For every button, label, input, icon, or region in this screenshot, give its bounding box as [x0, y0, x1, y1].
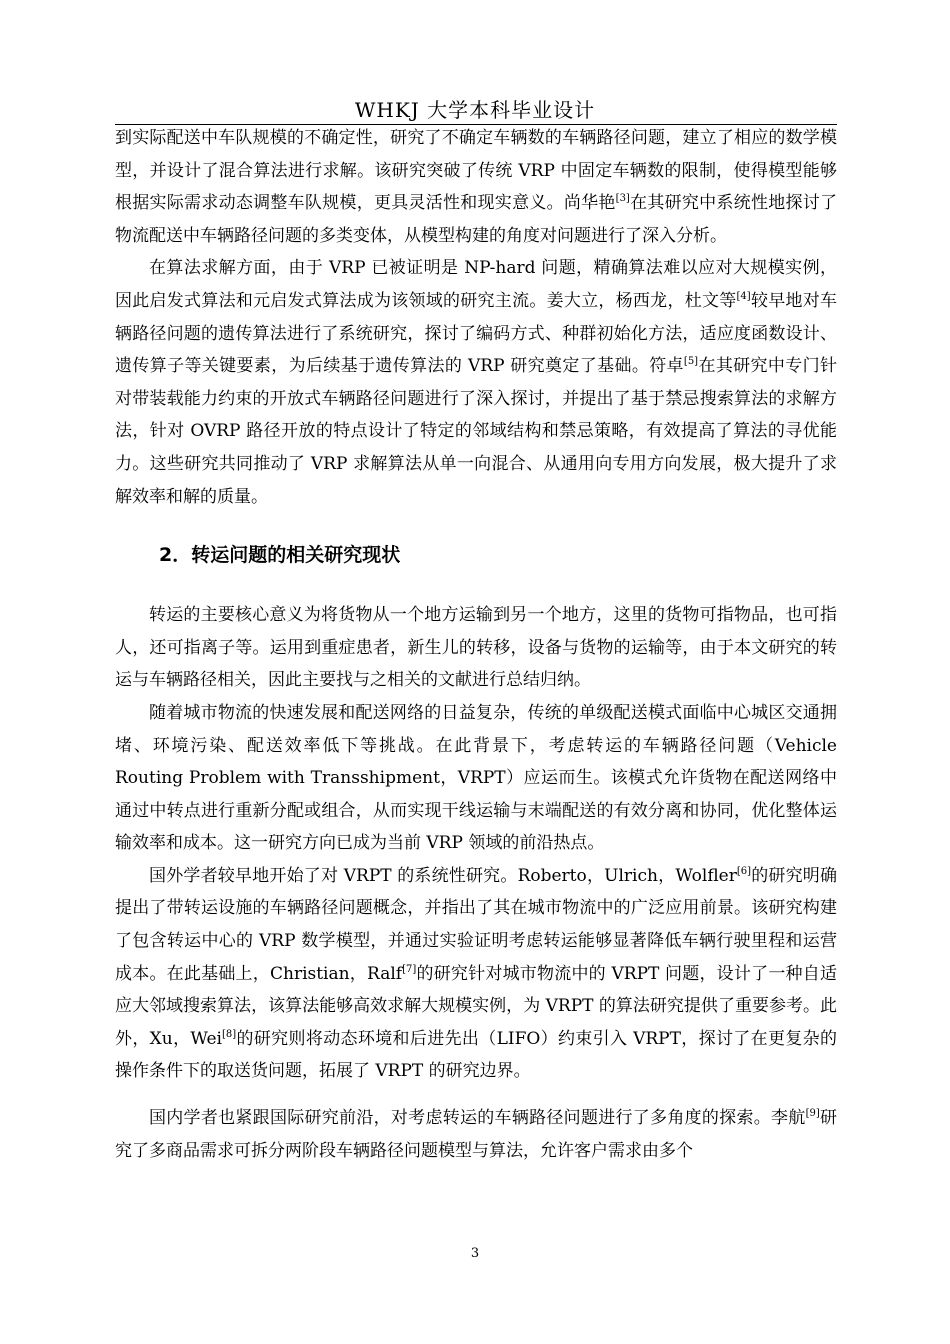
- page-header: WHKJ 大学本科毕业设计: [354, 98, 596, 122]
- citation-5: [5]: [683, 356, 699, 368]
- citation-6: [6]: [736, 865, 752, 877]
- paragraph-5: 国外学者较早地开始了对 VRPT 的系统性研究。Roberto，Ulrich，Wolfler[6]的研究明确提出了带转运设施的车辆路径问题概念，并指出了其在城市物流中的广泛应用前景。该研究构建了包含转运中心的 VRP 数学模型，并通过实验证明考虑转运能够显著降低车辆行驶里程和运营成本。在此基础上，Christian，Ralf[7]的研究针对城市物流中的 VRPT 问题，设计了一种自适应大邻域搜索算法，该算法能够高效求解大规模实例，为 VRPT 的算法研究提供了重要参考。此外，Xu，Wei[8]的研究则将动态环境和后进先出（LIFO）约束引入 VRPT，探讨了在更复杂的操作条件下的取送货问题，拓展了 VRPT 的研究边界。: [115, 865, 837, 1082]
- page-number: 3: [470, 1246, 480, 1261]
- document-body: [115, 122, 837, 1167]
- paragraph-3: 转运的主要核心意义为将货物从一个地方运输到另一个地方，这里的货物可指物品，也可指人，还可指离子等。运用到重症患者，新生儿的转移，设备与货物的运输等，由于本文研究的转运与车辆路径相关，因此主要找与之相关的文献进行总结归纳。: [115, 605, 837, 691]
- citation-3: [3]: [615, 193, 630, 205]
- paragraph-2: 在算法求解方面，由于 VRP 已被证明是 NP-hard 问题，精确算法难以应对大规模实例，因此启发式算法和元启发式算法成为该领域的研究主流。姜大立，杨西龙，杜文等[4]较早地对车辆路径问题的遗传算法进行了系统研究，探讨了编码方式、种群初始化方法，适应度函数设计、遗传算子等关键要素，为后续基于遗传算法的 VRP 研究奠定了基础。符卓[5]在其研究中专门针对带装载能力约束的开放式车辆路径问题进行了深入探讨，并提出了基于禁忌搜索算法的求解方法，针对 OVRP 路径开放的特点设计了特定的邻域结构和禁忌策略，有效提高了算法的寻优能力。这些研究共同推动了 VRP 求解算法从单一向混合、从通用向专用方向发展，极大提升了求解效率和解的质量。: [115, 258, 838, 507]
- paragraph-1: 到实际配送中车队规模的不确定性，研究了不确定车辆数的车辆路径问题，建立了相应的数学模型，并设计了混合算法进行求解。该研究突破了传统 VRP 中固定车辆数的限制，使得模型能够根据实际需求动态调整车队规模，更具灵活性和现实意义。尚华艳[3]在其研究中系统性地探讨了物流配送中车辆路径问题的多类变体，从模型构建的角度对问题进行了深入分析。: [115, 128, 838, 246]
- section-title: 2．转运问题的相关研究现状: [159, 544, 401, 567]
- citation-9: [9]: [805, 1108, 820, 1120]
- citation-8: [8]: [222, 1028, 237, 1040]
- citation-4: [4]: [736, 290, 751, 302]
- paragraph-6: 国内学者也紧跟国际研究前沿，对考虑转运的车辆路径问题进行了多角度的探索。李航[9]研究了多商品需求可拆分两阶段车辆路径问题模型与算法，允许客户需求由多个: [115, 1108, 838, 1161]
- citation-7: [7]: [402, 963, 417, 975]
- paragraph-4: 随着城市物流的快速发展和配送网络的日益复杂，传统的单级配送模式面临中心城区交通拥堵、环境污染、配送效率低下等挑战。在此背景下，考虑转运的车辆路径问题（Vehicle Routing Problem with Transshipment，VRPT）应运而生。该模式允许货物在配送网络中通过中转点进行重新分配或组合，从而实现干线运输与末端配送的有效分离和协同，优化整体运输效率和成本。这一研究方向已成为当前 VRP 领域的前沿热点。: [115, 702, 837, 854]
